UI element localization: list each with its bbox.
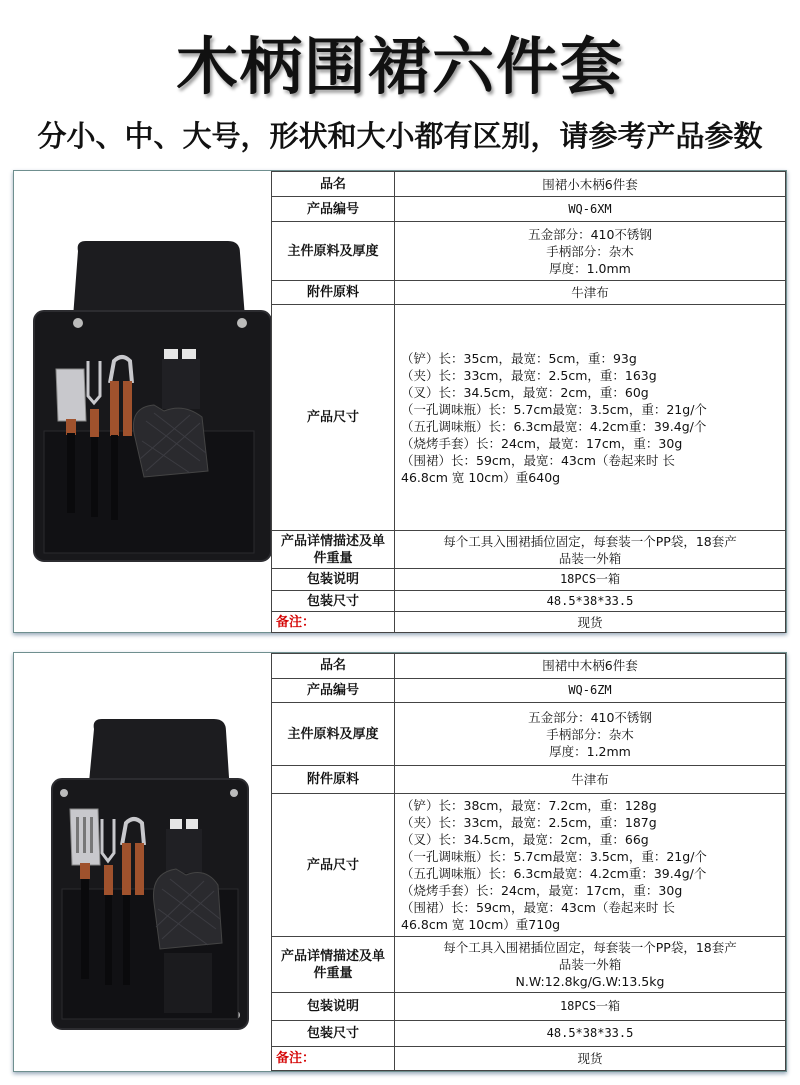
packing-value: 18PCS一箱 xyxy=(395,993,786,1021)
size-line: （五孔调味瓶）长：6.3cm最宽：4.2cm重：39.4g/个 xyxy=(401,418,707,434)
row-code xyxy=(272,678,786,703)
detail-line: 每个工具入围裙插位固定，每套装一个PP袋，18套产 xyxy=(443,940,737,956)
size-line: （铲）长：35cm，最宽：5cm，重：93g xyxy=(401,350,637,366)
row-code xyxy=(272,197,786,222)
detail-value xyxy=(395,531,786,569)
material-label: 主件原料及厚度 xyxy=(272,222,395,281)
pack-size-label: 包装尺寸 xyxy=(272,1020,395,1047)
pack-size-label: 包装尺寸 xyxy=(272,591,395,612)
code-label: 产品编号 xyxy=(272,197,395,222)
size-line: （一孔调味瓶）长：5.7cm最宽：3.5cm，重：21g/个 xyxy=(401,849,707,865)
remark-value: 现货 xyxy=(395,612,786,633)
size-line: （五孔调味瓶）长：6.3cm最宽：4.2cm重：39.4g/个 xyxy=(401,866,707,882)
size-line: （烧烤手套）长：24cm，最宽：17cm，重：30g xyxy=(401,883,683,899)
row-material xyxy=(272,703,786,766)
packing-label: 包装说明 xyxy=(272,569,395,591)
remark-label: 备注： xyxy=(272,1047,395,1071)
size-label: 产品尺寸 xyxy=(272,305,395,531)
size-line: （围裙）长：59cm，最宽：43cm（卷起来时 长 xyxy=(401,900,675,916)
pack-size-value: 48.5*38*33.5 xyxy=(395,1020,786,1047)
material-value xyxy=(395,703,786,766)
size-line: （铲）长：38cm，最宽：7.2cm，重：128g xyxy=(401,798,657,814)
material-line: 五金部分：410不锈钢 xyxy=(528,709,652,725)
row-pack-size xyxy=(272,1020,786,1047)
detail-label: 产品详情描述及单件重量 xyxy=(272,937,395,993)
material-line: 五金部分：410不锈钢 xyxy=(528,226,652,242)
spec-table-small xyxy=(271,171,786,633)
detail-value xyxy=(395,937,786,993)
row-size xyxy=(272,793,786,936)
size-line: （叉）长：34.5cm，最宽：2cm，重：60g xyxy=(401,384,649,400)
row-accessory xyxy=(272,281,786,305)
row-remark xyxy=(272,612,786,633)
size-line: （夹）长：33cm，最宽：2.5cm，重：163g xyxy=(401,367,657,383)
row-detail xyxy=(272,531,786,569)
detail-line: N.W:12.8kg/G.W:13.5kg xyxy=(515,974,665,990)
material-line: 厚度：1.2mm xyxy=(549,743,631,759)
detail-line: 品装一外箱 xyxy=(558,550,622,566)
size-line: （围裙）长：59cm，最宽：43cm（卷起来时 长 xyxy=(401,452,675,468)
product-photo-medium xyxy=(14,653,271,1071)
page-subtitle: 分小、中、大号，形状和大小都有区别，请参考产品参数 xyxy=(37,119,763,153)
remark-value: 现货 xyxy=(395,1047,786,1071)
material-value xyxy=(395,222,786,281)
row-detail xyxy=(272,937,786,993)
name-label: 品名 xyxy=(272,172,395,197)
size-line: 46.8cm 宽 10cm）重640g xyxy=(401,469,561,485)
page-title: 木柄围裙六件套 xyxy=(175,30,624,103)
size-line: （烧烤手套）长：24cm，最宽：17cm，重：30g xyxy=(401,435,683,451)
product-photo-small xyxy=(14,171,271,632)
row-packing xyxy=(272,569,786,591)
accessory-label: 附件原料 xyxy=(272,766,395,794)
row-packing xyxy=(272,993,786,1021)
material-line: 手柄部分：杂木 xyxy=(546,726,634,742)
size-line: （一孔调味瓶）长：5.7cm最宽：3.5cm，重：21g/个 xyxy=(401,401,707,417)
accessory-value: 牛津布 xyxy=(395,281,786,305)
detail-label: 产品详情描述及单件重量 xyxy=(272,531,395,569)
row-material xyxy=(272,222,786,281)
spec-table-medium xyxy=(271,653,786,1071)
accessory-label: 附件原料 xyxy=(272,281,395,305)
size-value xyxy=(395,793,786,936)
material-line: 厚度：1.0mm xyxy=(549,260,631,276)
row-name xyxy=(272,172,786,197)
row-size xyxy=(272,305,786,531)
row-remark xyxy=(272,1047,786,1071)
material-line: 手柄部分：杂木 xyxy=(546,243,634,259)
name-value: 围裙小木柄6件套 xyxy=(395,172,786,197)
size-label: 产品尺寸 xyxy=(272,793,395,936)
size-line: （叉）长：34.5cm，最宽：2cm，重：66g xyxy=(401,832,649,848)
packing-value: 18PCS一箱 xyxy=(395,569,786,591)
product-panel-small xyxy=(13,170,787,633)
size-value xyxy=(395,305,786,531)
packing-label: 包装说明 xyxy=(272,993,395,1021)
name-label: 品名 xyxy=(272,654,395,679)
row-accessory xyxy=(272,766,786,794)
size-line: （夹）长：33cm，最宽：2.5cm，重：187g xyxy=(401,815,657,831)
row-name xyxy=(272,654,786,679)
pack-size-value: 48.5*38*33.5 xyxy=(395,591,786,612)
material-label: 主件原料及厚度 xyxy=(272,703,395,766)
product-panel-medium xyxy=(13,652,787,1072)
code-value: WQ-6ZM xyxy=(395,678,786,703)
code-label: 产品编号 xyxy=(272,678,395,703)
row-pack-size xyxy=(272,591,786,612)
detail-line: 每个工具入围裙插位固定，每套装一个PP袋，18套产 xyxy=(443,533,737,549)
size-line: 46.8cm 宽 10cm）重710g xyxy=(401,917,561,933)
name-value: 围裙中木柄6件套 xyxy=(395,654,786,679)
remark-label: 备注： xyxy=(272,612,395,633)
detail-line: 品装一外箱 xyxy=(558,957,622,973)
code-value: WQ-6XM xyxy=(395,197,786,222)
accessory-value: 牛津布 xyxy=(395,766,786,794)
